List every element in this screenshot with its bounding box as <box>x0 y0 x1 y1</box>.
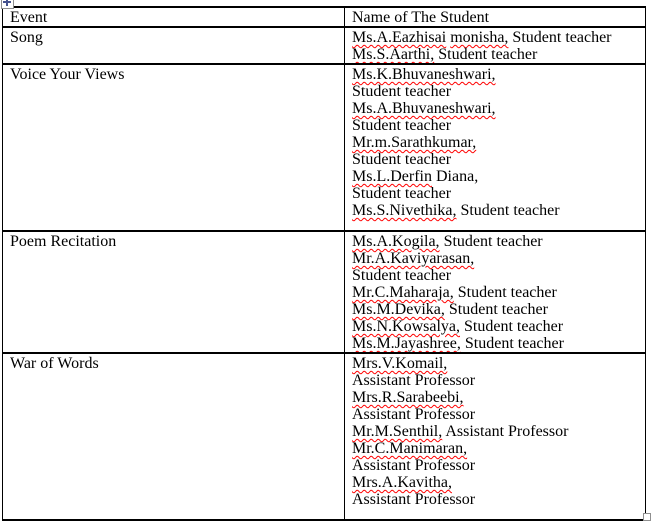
names-cell[interactable] <box>345 64 646 231</box>
name-line <box>352 457 639 474</box>
events-table-body <box>3 7 646 520</box>
table-row <box>3 64 646 231</box>
names-cell[interactable] <box>345 353 646 520</box>
header-event-label: Event <box>10 9 48 26</box>
name-line <box>352 355 639 372</box>
name-line <box>352 335 639 352</box>
event-label: Poem Recitation <box>10 233 117 250</box>
text-run: Student teacher <box>444 301 548 318</box>
misspelled-text: monisha, <box>450 29 509 46</box>
misspelled-text: Ms.N.Kowsalya, <box>352 318 460 335</box>
text-run: Student teacher <box>352 117 452 134</box>
event-cell[interactable] <box>3 27 345 64</box>
name-line <box>352 185 639 202</box>
misspelled-text: Mr.A.Kaviyarasan, <box>352 250 475 267</box>
header-student-label: Name of The Student <box>352 9 490 26</box>
names-cell[interactable] <box>345 27 646 64</box>
name-line <box>352 267 639 284</box>
misspelled-text: Mrs.A.Kavitha, <box>352 474 452 491</box>
table-row <box>3 353 646 520</box>
name-line <box>352 151 639 168</box>
text-run: Student teacher <box>508 29 612 46</box>
event-cell[interactable] <box>3 353 345 520</box>
name-line <box>352 100 639 117</box>
names-cell[interactable] <box>345 231 646 353</box>
name-line <box>352 440 639 457</box>
event-cell[interactable] <box>3 64 345 231</box>
blank-line <box>352 508 639 519</box>
misspelled-text: Ms.A.Eazhisai <box>352 29 447 46</box>
misspelled-text: Mr.C.Maharaja, <box>352 284 454 301</box>
text-run: Student teacher <box>453 284 557 301</box>
name-line <box>352 250 639 267</box>
name-line <box>352 389 639 406</box>
blank-line <box>352 219 639 230</box>
misspelled-text: Ms.A.Bhuvaneshwari, <box>352 100 496 117</box>
name-line <box>352 491 639 508</box>
text-run: Assistant Professor <box>352 491 476 508</box>
misspelled-text: Mr.C.Manimaran, <box>352 440 468 457</box>
table-row <box>3 27 646 64</box>
move-handle-cross-horizontal <box>3 1 11 3</box>
name-line <box>352 301 639 318</box>
misspelled-text: Mrs.V.Komail, <box>352 355 448 372</box>
text-run: Student teacher <box>434 46 538 63</box>
event-label: Song <box>10 29 43 46</box>
name-line <box>352 233 639 250</box>
text-run: Student teacher <box>460 335 564 352</box>
name-line <box>352 406 639 423</box>
name-line <box>352 423 639 440</box>
name-line <box>352 474 639 491</box>
event-label: War of Words <box>10 355 99 372</box>
misspelled-text: Ms.S.Aarthi, <box>352 46 435 63</box>
text-run: Assistant Professor <box>352 457 476 474</box>
text-run: Student teacher <box>439 233 543 250</box>
text-run: Student teacher <box>352 267 452 284</box>
text-run: Student teacher <box>352 83 452 100</box>
text-run: Student teacher <box>352 185 452 202</box>
text-run: Student teacher <box>456 202 560 219</box>
misspelled-text: Mrs.R.Sarabeebi, <box>352 389 464 406</box>
events-table <box>2 6 646 521</box>
name-line <box>352 372 639 389</box>
misspelled-text: Ms.A.Kogila, <box>352 233 440 250</box>
name-line <box>352 202 639 219</box>
name-line <box>352 318 639 335</box>
text-run: Assistant Professor <box>352 406 476 423</box>
misspelled-text: Ms.S.Nivethika, <box>352 202 457 219</box>
text-run: Assistant Professor <box>442 423 569 440</box>
name-line <box>352 117 639 134</box>
event-cell[interactable] <box>3 231 345 353</box>
misspelled-text: Ms.M.Jayashree, <box>352 335 461 352</box>
name-line <box>352 134 639 151</box>
name-line <box>352 46 639 63</box>
header-student-cell[interactable] <box>345 7 646 27</box>
text-run: Student teacher <box>352 151 452 168</box>
name-line <box>352 29 639 46</box>
name-line <box>352 168 639 185</box>
table-row <box>3 231 646 353</box>
text-run: Diana, <box>431 168 479 185</box>
header-event-cell[interactable] <box>3 7 345 27</box>
text-run: Assistant Professor <box>352 372 476 389</box>
name-line <box>352 83 639 100</box>
name-line <box>352 284 639 301</box>
misspelled-text: Ms.M.Devika, <box>352 301 445 318</box>
misspelled-text: Mr.M.Senthil, <box>352 423 443 440</box>
misspelled-text: Ms.K.Bhuvaneshwari, <box>352 66 496 83</box>
text-run: Student teacher <box>460 318 564 335</box>
table-move-handle-icon[interactable] <box>1 0 14 9</box>
misspelled-text: Ms.L.Derfin <box>352 168 432 185</box>
name-line <box>352 66 639 83</box>
table-header-row <box>3 7 646 27</box>
misspelled-text: Mr.m.Sarathkumar, <box>352 134 477 151</box>
table-resize-handle-icon[interactable] <box>643 513 651 521</box>
event-label: Voice Your Views <box>10 66 125 83</box>
